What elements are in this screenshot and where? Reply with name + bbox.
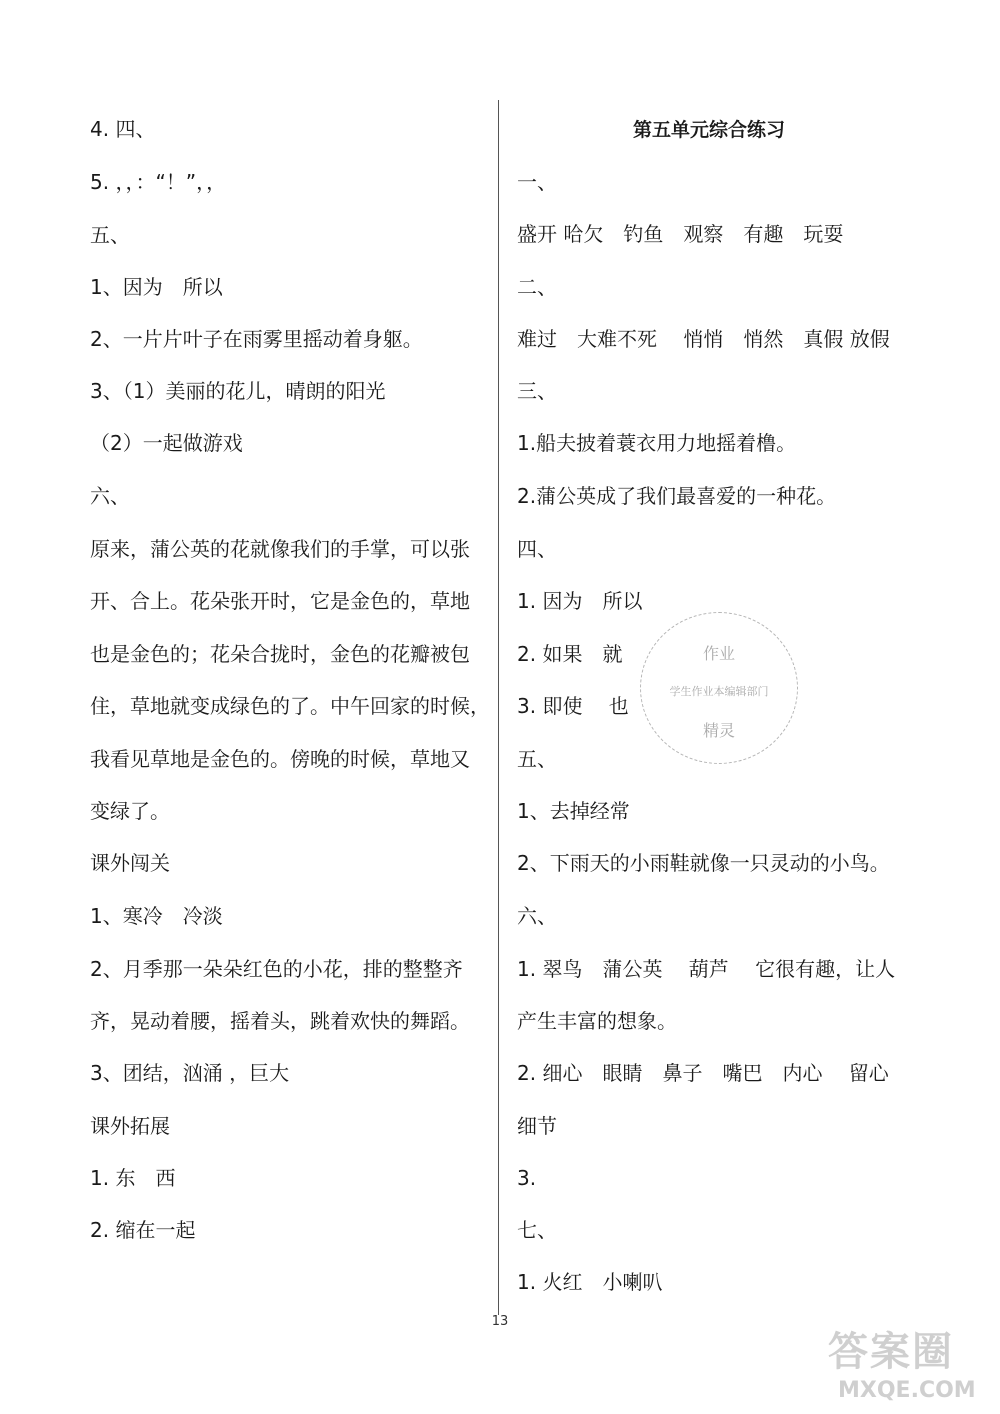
answer-line: 2、一片片叶子在雨雾里摇动着身躯。 xyxy=(90,327,423,351)
unit-title: 第五单元综合练习 xyxy=(633,119,786,141)
answer-line: 细节 xyxy=(517,1114,557,1138)
answer-line: 2. 细心 眼睛 鼻子 嘴巴 内心 留心 xyxy=(517,1061,889,1085)
answer-line: 1、寒冷 冷淡 xyxy=(90,904,223,928)
section-heading: 课外闯关 xyxy=(90,851,170,875)
paragraph-line: 我看见草地是金色的。傍晚的时候，草地又 xyxy=(90,747,470,771)
section-heading: 五、 xyxy=(517,747,557,771)
answer-line: 难过 大难不死 悄悄 悄然 真假 放假 xyxy=(517,327,890,351)
stamp-bottom-text: 精灵 xyxy=(702,721,735,740)
section-heading: 课外拓展 xyxy=(90,1114,170,1138)
watermark-url: MXQE.COM xyxy=(838,1378,976,1403)
section-heading: 二、 xyxy=(517,275,557,299)
answer-line: 1、因为 所以 xyxy=(90,275,223,299)
section-heading: 四、 xyxy=(517,537,557,561)
paragraph-line: 住，草地就变成绿色的了。中午回家的时候， xyxy=(90,694,490,718)
stamp-seal xyxy=(640,612,798,764)
answer-line: 1. 火红 小喇叭 xyxy=(517,1270,663,1294)
answer-line: 1.船夫披着蓑衣用力地摇着橹。 xyxy=(517,431,797,455)
answer-line: 1. 因为 所以 xyxy=(517,589,643,613)
paragraph-line: 也是金色的；花朵合拢时，金色的花瓣被包 xyxy=(90,642,470,666)
answer-line: 3、团结，汹涌 ，巨大 xyxy=(90,1061,290,1085)
page-number: 13 xyxy=(491,1314,509,1329)
answer-line: 5. ，，：“！”，， xyxy=(90,170,227,194)
answer-line: 2. 缩在一起 xyxy=(90,1218,196,1242)
answer-line: 3. xyxy=(517,1166,537,1190)
section-heading: 七、 xyxy=(517,1218,557,1242)
section-heading: 五、 xyxy=(90,223,130,247)
paragraph-line: 原来，蒲公英的花就像我们的手掌，可以张 xyxy=(90,537,470,561)
section-heading: 六、 xyxy=(90,484,130,508)
answer-line: 2、月季那一朵朵红色的小花，排的整整齐 xyxy=(90,957,463,981)
paragraph-line: 开、合上。花朵张开时，它是金色的，草地 xyxy=(90,589,470,613)
answer-line: 4. 四、 xyxy=(90,117,156,141)
section-heading: 一、 xyxy=(517,170,557,194)
answer-line: 3. 即使 也 xyxy=(517,694,629,718)
stamp-top-text: 作业 xyxy=(702,644,735,663)
answer-line: 1. 翠鸟 蒲公英 葫芦 它很有趣，让人 xyxy=(517,957,896,981)
answer-line: 产生丰富的想象。 xyxy=(517,1009,677,1033)
column-divider xyxy=(498,100,499,1315)
answer-line: 齐，晃动着腰，摇着头，跳着欢快的舞蹈。 xyxy=(90,1009,470,1033)
watermark-logo xyxy=(820,1320,995,1406)
watermark-main-text: 答案圈 xyxy=(828,1329,954,1375)
answer-line: 盛开 哈欠 钓鱼 观察 有趣 玩耍 xyxy=(517,222,844,246)
answer-line: 1. 东 西 xyxy=(90,1166,176,1190)
answer-line: （2）一起做游戏 xyxy=(90,431,243,455)
stamp-middle-text: 学生作业本编辑部门 xyxy=(669,685,769,698)
answer-line: 1、去掉经常 xyxy=(517,799,630,823)
answer-line: 2.蒲公英成了我们最喜爱的一种花。 xyxy=(517,484,837,508)
answer-line: 2. 如果 就 xyxy=(517,642,623,666)
answer-line: 3、（1）美丽的花儿，晴朗的阳光 xyxy=(90,379,386,403)
section-heading: 六、 xyxy=(517,904,557,928)
paragraph-line: 变绿了。 xyxy=(90,799,170,823)
answer-line: 2、下雨天的小雨鞋就像一只灵动的小鸟。 xyxy=(517,851,890,875)
section-heading: 三、 xyxy=(517,379,557,403)
